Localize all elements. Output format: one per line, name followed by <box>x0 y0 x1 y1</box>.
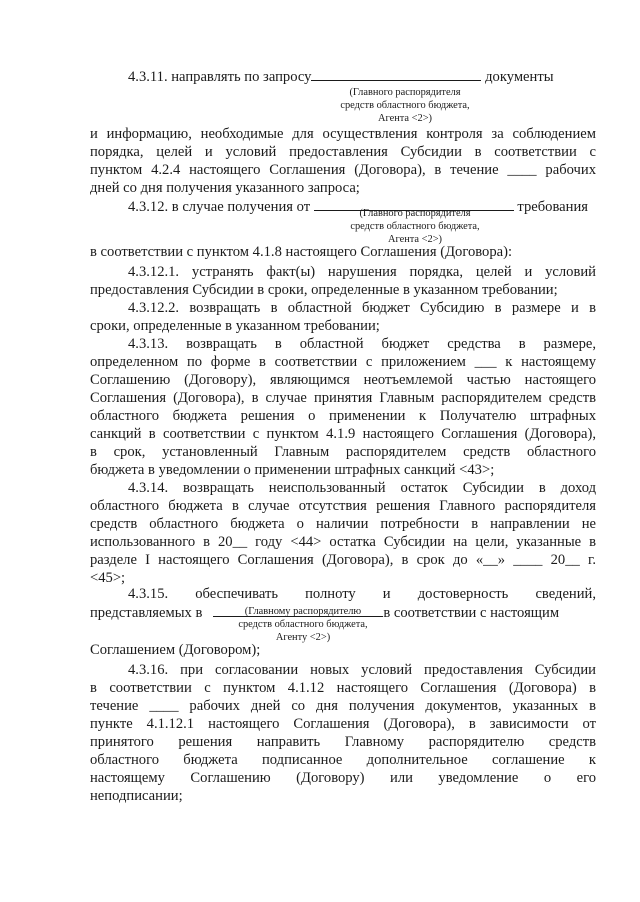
blank-line <box>311 67 481 81</box>
clause-4-3-12-1-line-1: 4.3.12.1. устранять факт(ы) нарушения порядка, целей и условий <box>128 264 596 280</box>
clause-4-3-15-line-3: Соглашением (Договором); <box>90 642 261 658</box>
clause-4-3-13-line-6: санкций в соответствии с пунктом 4.1.9 настоящего Соглашения (Договора), <box>90 426 596 442</box>
clause-4-3-14-line-6: <45>; <box>90 570 126 586</box>
clause-4-3-13-line-2: определенном по форме в соответствии с приложением ___ к настоящему <box>90 354 596 370</box>
clause-4-3-12-2-line-1: 4.3.12.2. возвращать в областной бюджет Субсидию в размере и в <box>128 300 596 316</box>
clause-4-3-13-line-3: Соглашению (Договору), являющимся неотъемлемой частью настоящего <box>90 372 596 388</box>
clause-4-3-12-2-line-2: сроки, определенные в указанном требовании; <box>90 318 380 334</box>
clause-4-3-13-line-1: 4.3.13. возвращать в областной бюджет средства в размере, <box>128 336 596 352</box>
clause-4-3-12-1-line-2: предоставления Субсидии в сроки, определенные в указанном требовании; <box>90 282 558 298</box>
clause-4-3-14-line-3: средств областного бюджета о наличии потребности в направлении не <box>90 516 596 532</box>
clause-4-3-16-line-2: в соответствии с пунктом 4.1.12 настоящего Соглашения (Договора) в <box>90 680 596 696</box>
clause-4-3-16-line-4: пункте 4.1.12.1 настоящего Соглашения (Договора), в зависимости от <box>90 716 596 732</box>
clause-4-3-11-line-3: порядка, целей и условий предоставления Субсидии в соответствии с <box>90 144 596 160</box>
clause-4-3-14-line-2: областного бюджета в случае отсутствия решения Главного распорядителя <box>90 498 596 514</box>
clause-4-3-11-line-2: и информацию, необходимые для осуществления контроля за соблюдением <box>90 126 596 142</box>
footnote-recipient: (Главного распорядителя средств областного бюджета, Агента <2>) <box>340 87 470 124</box>
clause-4-3-15-line-1: 4.3.15. обеспечивать полноту и достоверность сведений, <box>128 586 596 602</box>
clause-4-3-11-line-5: дней со дня получения указанного запроса; <box>90 180 360 196</box>
clause-4-3-13-line-8: бюджета в уведомлении о применении штрафных санкций <43>; <box>90 462 495 478</box>
clause-4-3-13-line-4: Соглашения (Договора), в случае принятия Главным распорядителем средств <box>90 390 596 406</box>
clause-4-3-13-line-7: в срок, установленный Главным распорядителем средств областного <box>90 444 596 460</box>
clause-4-3-14-line-1: 4.3.14. возвращать неиспользованный остаток Субсидии в доход <box>128 480 596 496</box>
clause-4-3-15-line-2: представляемых в в соответствии с настоящим <box>90 605 560 621</box>
clause-4-3-14-line-5: разделе I настоящего Соглашения (Договора), в срок до «__» ____ 20__ г. <box>90 552 596 568</box>
clause-4-3-16-line-8: неподписании; <box>90 788 183 804</box>
footnote-recipient: (Главному распорядителю средств областного бюджета, Агенту <2>) <box>238 606 368 643</box>
clause-4-3-12-line-1: 4.3.12. в случае получения от требования <box>128 199 588 215</box>
clause-4-3-16-line-1: 4.3.16. при согласовании новых условий предоставления Субсидии <box>128 662 596 678</box>
clause-4-3-16-line-7: настоящему Соглашению (Договору) или уведомление о его <box>90 770 596 786</box>
clause-4-3-14-line-4: использованного в 20__ году <44> остатка Субсидии на цели, указанные в <box>90 534 596 550</box>
clause-4-3-16-line-5: принятого решения направить Главному распорядителю средств <box>90 734 596 750</box>
footnote-recipient: (Главного распорядителя средств областного бюджета, Агента <2>) <box>350 208 480 245</box>
clause-4-3-13-line-5: областного бюджета решения о применении к Получателю штрафных <box>90 408 596 424</box>
clause-4-3-16-line-6: областного бюджета подписанное дополнительное соглашение к <box>90 752 596 768</box>
clause-4-3-12-line-2: в соответствии с пунктом 4.1.8 настоящего Соглашения (Договора): <box>90 244 513 260</box>
clause-4-3-11-line-1: 4.3.11. направлять по запросу документы <box>128 69 554 85</box>
clause-4-3-16-line-3: течение ____ рабочих дней со дня получения документов, указанных в <box>90 698 596 714</box>
clause-4-3-11-line-4: пунктом 4.2.4 настоящего Соглашения (Договора), в течение ____ рабочих <box>90 162 596 178</box>
